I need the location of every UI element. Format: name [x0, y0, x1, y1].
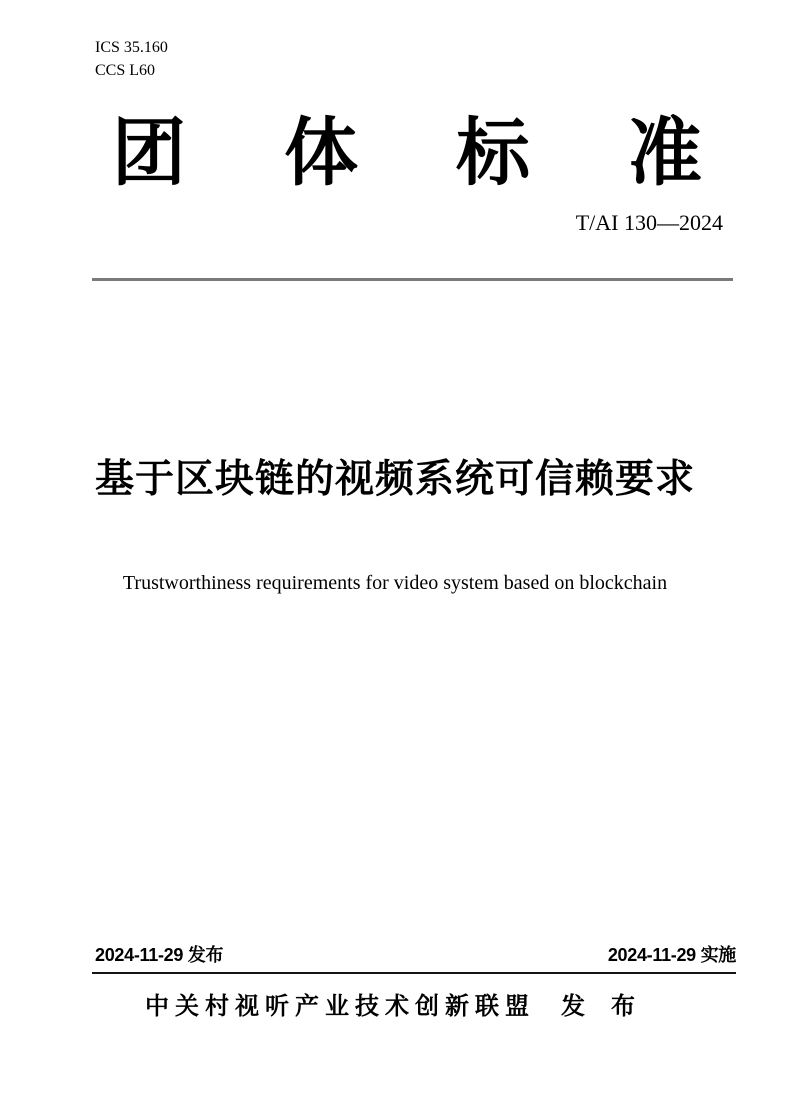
ics-code: ICS 35.160 — [95, 39, 168, 56]
document-title-zh: 基于区块链的视频系统可信赖要求 — [94, 458, 695, 501]
issue-date: 2024-11-29 发布 — [95, 945, 224, 965]
date-row — [95, 941, 736, 967]
implement-date: 2024-11-29 实施 — [607, 945, 736, 965]
publisher-name: 中关村视听产业技术创新联盟 — [145, 994, 535, 1020]
standard-type-char: 标 — [456, 111, 530, 194]
standard-type-char: 准 — [628, 111, 702, 194]
standard-number: T/AI 130—2024 — [575, 210, 723, 235]
ccs-code: CCS L60 — [95, 62, 156, 79]
header-divider — [92, 278, 733, 281]
standard-type-char: 体 — [284, 111, 358, 194]
classification-codes — [95, 36, 168, 82]
publish-action-label: 发 布 — [561, 994, 645, 1020]
standard-type-char: 团 — [112, 111, 186, 194]
standard-type-heading — [112, 112, 702, 193]
publisher-row — [0, 986, 790, 1021]
footer-divider — [92, 972, 736, 974]
document-title-en: Trustworthiness requirements for video system based on blockchain — [122, 572, 668, 594]
